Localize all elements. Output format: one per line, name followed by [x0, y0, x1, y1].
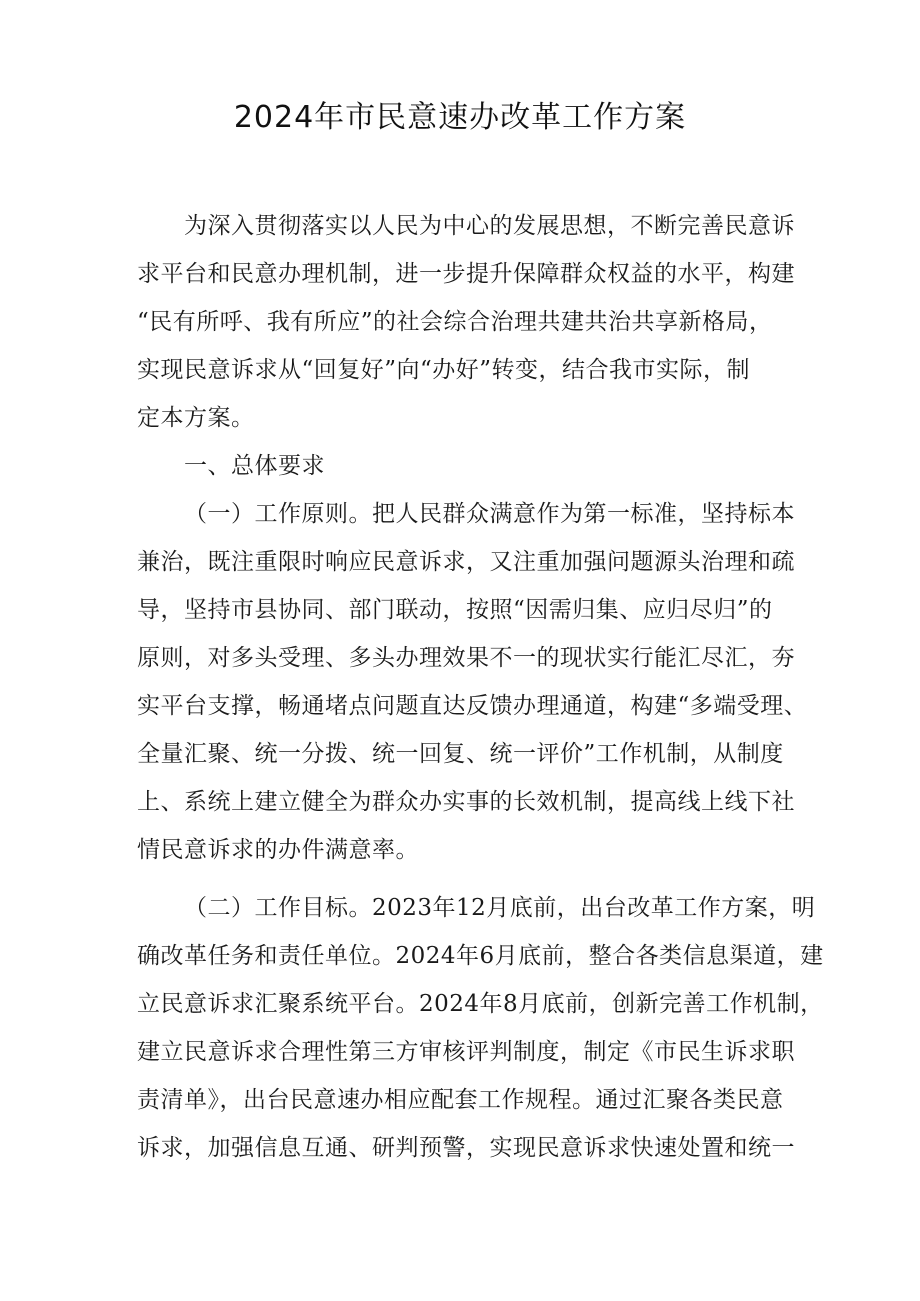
paragraph-line: 上、系统上建立健全为群众办实事的长效机制，提高线上线下社 [137, 789, 795, 815]
paragraph-line: 实平台支撑，畅通堵点问题直达反馈办理通道，构建“多端受理、 [137, 693, 808, 719]
paragraph-line: 诉求，加强信息互通、研判预警，实现民意诉求快速处置和统一 [137, 1135, 795, 1161]
section-heading [137, 442, 797, 490]
paragraph-line: 情民意诉求的办件满意率。 [137, 837, 419, 863]
paragraph-line: 全量汇聚、统一分拨、统一回复、统一评价”工作机制，从制度 [137, 741, 784, 767]
paragraph-line: “民有所呼、我有所应”的社会综合治理共建共治共享新格局， [137, 309, 773, 335]
paragraph-line: 导，坚持市县协同、部门联动，按照“因需归集、应归尽归”的 [137, 597, 773, 623]
paragraph-line: （一）工作原则。把人民群众满意作为第一标准，坚持标本 [184, 501, 795, 527]
paragraph-line: 实现民意诉求从“回复好”向“办好”转变，结合我市实际，制 [137, 357, 751, 383]
paragraph-spacer [137, 874, 797, 884]
paragraph-line: 原则，对多头受理、多头办理效果不一的现状实行能汇尽汇，夯 [137, 645, 795, 671]
principle-paragraph [137, 490, 808, 874]
paragraph-line: 立民意诉求汇聚系统平台。2024年8月底前，创新完善工作机制， [137, 991, 824, 1017]
intro-paragraph [137, 202, 797, 442]
goal-paragraph [137, 884, 824, 1172]
paragraph-line: （二）工作目标。2023年12月底前，出台改革工作方案，明 [184, 895, 816, 921]
document-title: 2024年市民意速办改革工作方案 [233, 100, 687, 135]
paragraph-line: 定本方案。 [137, 405, 255, 431]
paragraph-line: 为深入贯彻落实以人民为中心的发展思想，不断完善民意诉 [184, 213, 795, 239]
paragraph-line: 求平台和民意办理机制，进一步提升保障群众权益的水平，构建 [137, 261, 795, 287]
document-body [137, 202, 824, 1172]
section-one-heading: 一、总体要求 [184, 453, 325, 479]
paragraph-line: 责清单》，出台民意速办相应配套工作规程。通过汇聚各类民意 [137, 1087, 784, 1113]
paragraph-line: 确改革任务和责任单位。2024年6月底前，整合各类信息渠道，建 [137, 943, 824, 969]
paragraph-line: 兼治，既注重限时响应民意诉求，又注重加强问题源头治理和疏 [137, 549, 795, 575]
paragraph-line: 建立民意诉求合理性第三方审核评判制度，制定《市民生诉求职 [137, 1039, 795, 1065]
